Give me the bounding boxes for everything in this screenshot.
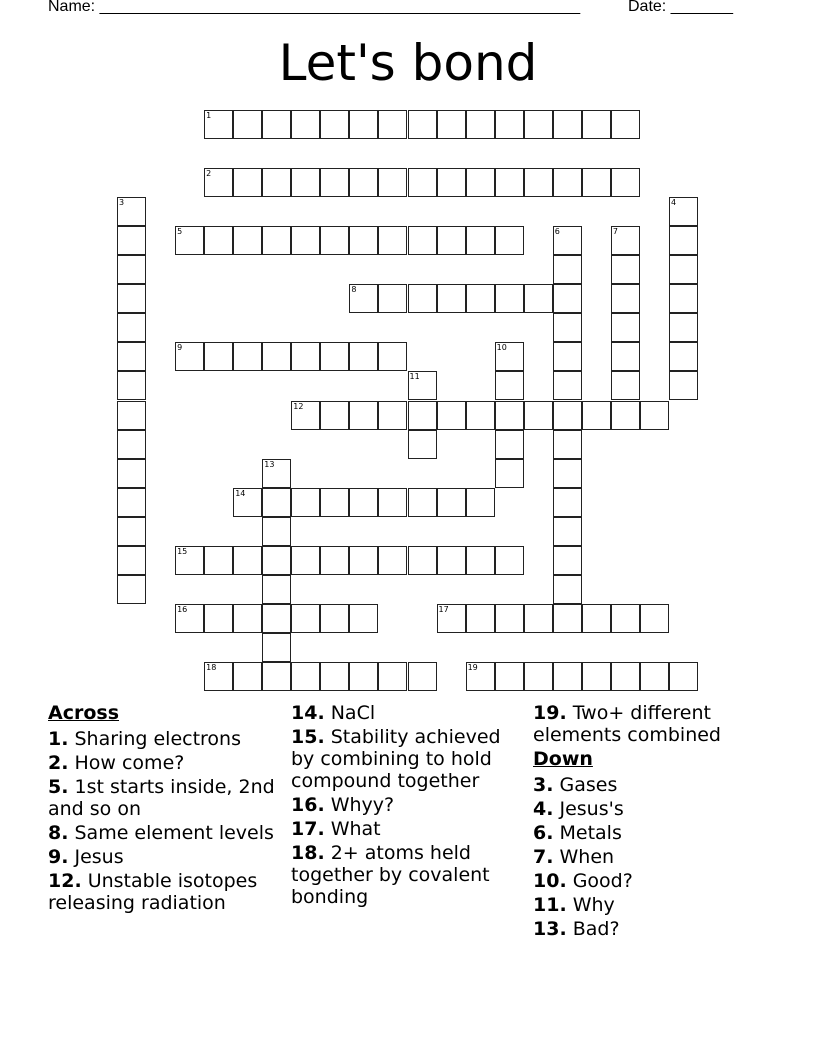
grid-cell[interactable] [611, 168, 640, 197]
grid-cell[interactable] [291, 342, 320, 371]
grid-cell[interactable] [553, 401, 582, 430]
grid-cell[interactable] [553, 517, 582, 546]
grid-cell[interactable] [233, 546, 262, 575]
grid-cell[interactable] [349, 546, 378, 575]
grid-cell[interactable] [378, 168, 407, 197]
grid-cell[interactable] [553, 546, 582, 575]
grid-cell[interactable] [262, 226, 291, 255]
grid-cell[interactable] [291, 168, 320, 197]
grid-cell[interactable] [204, 226, 233, 255]
grid-cell[interactable] [669, 662, 698, 691]
clue-item [533, 846, 773, 868]
grid-cell[interactable] [262, 575, 291, 604]
grid-cell[interactable] [669, 226, 698, 255]
clue-text: What [324, 818, 381, 840]
grid-cell[interactable] [175, 604, 204, 633]
grid-cell[interactable] [117, 430, 146, 459]
grid-cell[interactable] [495, 604, 524, 633]
clue-number-label: 13. [533, 918, 567, 940]
grid-cell[interactable] [495, 226, 524, 255]
clue-number: 4 [670, 198, 677, 208]
grid-cell[interactable] [466, 604, 495, 633]
grid-cell[interactable] [233, 662, 262, 691]
grid-cell[interactable] [611, 226, 640, 255]
grid-cell[interactable] [669, 313, 698, 342]
clue-number: 8 [351, 285, 357, 295]
grid-cell[interactable] [553, 110, 582, 139]
grid-cell[interactable] [320, 662, 349, 691]
grid-cell[interactable] [233, 342, 262, 371]
grid-cell[interactable] [437, 488, 466, 517]
grid-cell[interactable] [553, 430, 582, 459]
grid-cell[interactable] [437, 546, 466, 575]
clue-text: Good? [566, 870, 633, 892]
across-clue-list-continued [291, 702, 523, 908]
grid-cell[interactable] [437, 604, 466, 633]
clue-number-label: 14. [291, 702, 325, 724]
grid-cell[interactable] [524, 110, 553, 139]
grid-cell[interactable] [437, 110, 466, 139]
grid-cell[interactable] [320, 226, 349, 255]
clue-text: When [553, 846, 615, 868]
grid-cell[interactable] [117, 401, 146, 430]
clue-number-label: 15. [291, 726, 325, 748]
grid-cell[interactable] [233, 488, 262, 517]
grid-cell[interactable] [495, 459, 524, 488]
grid-cell[interactable] [524, 401, 553, 430]
clue-text: Metals [553, 822, 622, 844]
grid-cell[interactable] [466, 226, 495, 255]
clue-item [291, 794, 523, 816]
grid-cell[interactable] [495, 110, 524, 139]
grid-cell[interactable] [349, 342, 378, 371]
grid-cell[interactable] [117, 371, 146, 400]
grid-cell[interactable] [466, 546, 495, 575]
grid-cell[interactable] [117, 313, 146, 342]
clue-text: Two+ different elements combined [533, 702, 721, 746]
clue-number-label: 2. [48, 752, 69, 774]
grid-cell[interactable] [117, 226, 146, 255]
grid-cell[interactable] [262, 110, 291, 139]
grid-cell[interactable] [262, 517, 291, 546]
grid-cell[interactable] [320, 110, 349, 139]
grid-cell[interactable] [378, 546, 407, 575]
grid-cell[interactable] [408, 284, 437, 313]
grid-cell[interactable] [640, 662, 669, 691]
clue-item [48, 728, 280, 750]
grid-cell[interactable] [669, 371, 698, 400]
clue-item [533, 798, 773, 820]
grid-cell[interactable] [233, 226, 262, 255]
clues-column-1 [48, 702, 280, 916]
clue-item [291, 726, 523, 792]
grid-cell[interactable] [175, 226, 204, 255]
grid-cell[interactable] [408, 430, 437, 459]
clue-item [48, 752, 280, 774]
grid-cell[interactable] [553, 284, 582, 313]
grid-cell[interactable] [349, 168, 378, 197]
grid-cell[interactable] [524, 168, 553, 197]
grid-cell[interactable] [466, 401, 495, 430]
clue-text: How come? [68, 752, 185, 774]
grid-cell[interactable] [553, 488, 582, 517]
grid-cell[interactable] [495, 168, 524, 197]
clue-number-label: 17. [291, 818, 325, 840]
grid-cell[interactable] [582, 604, 611, 633]
grid-cell[interactable] [349, 401, 378, 430]
grid-cell[interactable] [291, 488, 320, 517]
grid-cell[interactable] [175, 546, 204, 575]
clue-number: 6 [554, 227, 560, 237]
grid-cell[interactable] [553, 342, 582, 371]
grid-cell[interactable] [640, 401, 669, 430]
clue-number: 16 [177, 604, 188, 614]
clue-text: Unstable isotopes releasing radiation [48, 870, 258, 914]
clue-text: Same element levels [68, 822, 274, 844]
grid-cell[interactable] [378, 401, 407, 430]
puzzle-title: Let's bond [278, 34, 538, 92]
clue-number: 5 [177, 227, 183, 237]
clue-text: Why [566, 894, 615, 916]
clue-number-label: 4. [533, 798, 554, 820]
grid-cell[interactable] [669, 255, 698, 284]
grid-cell[interactable] [408, 226, 437, 255]
grid-cell[interactable] [553, 662, 582, 691]
grid-cell[interactable] [582, 662, 611, 691]
clue-number: 7 [612, 227, 618, 237]
grid-cell[interactable] [320, 401, 349, 430]
grid-cell[interactable] [669, 197, 698, 226]
across-heading: Across [48, 702, 120, 724]
grid-cell[interactable] [669, 284, 698, 313]
grid-cell[interactable] [378, 488, 407, 517]
clue-number: 3 [119, 198, 125, 208]
grid-cell[interactable] [291, 546, 320, 575]
clue-number: 15 [177, 546, 188, 556]
grid-cell[interactable] [582, 401, 611, 430]
grid-cell[interactable] [495, 401, 524, 430]
grid-cell[interactable] [117, 284, 146, 313]
clue-text: Whyy? [324, 794, 395, 816]
grid-cell[interactable] [408, 546, 437, 575]
grid-cell[interactable] [611, 255, 640, 284]
clue-number-label: 3. [533, 774, 554, 796]
grid-cell[interactable] [204, 342, 233, 371]
clue-item [291, 842, 523, 908]
name-label: Name: ______________________________________________________ [48, 0, 581, 15]
grid-cell[interactable] [378, 226, 407, 255]
grid-cell[interactable] [553, 168, 582, 197]
clue-number: 12 [293, 401, 304, 411]
grid-cell[interactable] [262, 662, 291, 691]
grid-cell[interactable] [553, 575, 582, 604]
grid-cell[interactable] [408, 401, 437, 430]
grid-cell[interactable] [611, 604, 640, 633]
grid-cell[interactable] [611, 284, 640, 313]
clue-number-label: 5. [48, 776, 69, 798]
grid-cell[interactable] [495, 662, 524, 691]
clue-number-label: 6. [533, 822, 554, 844]
grid-cell[interactable] [349, 488, 378, 517]
grid-cell[interactable] [611, 313, 640, 342]
clues-column-3 [533, 702, 773, 942]
grid-cell[interactable] [669, 342, 698, 371]
grid-cell[interactable] [495, 546, 524, 575]
grid-cell[interactable] [582, 168, 611, 197]
clue-text: 1st starts inside, 2nd and so on [48, 776, 275, 820]
clue-number-label: 8. [48, 822, 69, 844]
clue-item [48, 776, 280, 820]
grid-cell[interactable] [320, 604, 349, 633]
across-clue-list-end [533, 702, 773, 746]
grid-cell[interactable] [117, 488, 146, 517]
grid-cell[interactable] [117, 459, 146, 488]
down-heading: Down [533, 748, 593, 770]
clue-number-label: 7. [533, 846, 554, 868]
clue-text: Sharing electrons [68, 728, 241, 750]
grid-cell[interactable] [204, 168, 233, 197]
grid-cell[interactable] [320, 546, 349, 575]
down-clue-list [533, 774, 773, 940]
grid-cell[interactable] [204, 662, 233, 691]
grid-cell[interactable] [291, 662, 320, 691]
grid-cell[interactable] [320, 488, 349, 517]
grid-cell[interactable] [408, 488, 437, 517]
grid-cell[interactable] [204, 604, 233, 633]
clue-text: Bad? [566, 918, 620, 940]
grid-cell[interactable] [262, 604, 291, 633]
grid-cell[interactable] [611, 342, 640, 371]
grid-cell[interactable] [378, 342, 407, 371]
grid-cell[interactable] [378, 662, 407, 691]
grid-cell[interactable] [553, 255, 582, 284]
grid-cell[interactable] [117, 197, 146, 226]
clue-item [48, 846, 280, 868]
grid-cell[interactable] [611, 371, 640, 400]
grid-cell[interactable] [262, 342, 291, 371]
clue-number: 2 [206, 169, 212, 179]
grid-cell[interactable] [466, 284, 495, 313]
grid-cell[interactable] [524, 284, 553, 313]
grid-cell[interactable] [349, 284, 378, 313]
clue-number: 1 [206, 111, 212, 120]
grid-cell[interactable] [204, 546, 233, 575]
grid-cell[interactable] [466, 110, 495, 139]
clue-number-label: 10. [533, 870, 567, 892]
clue-number: 17 [438, 604, 449, 614]
clue-item [533, 894, 773, 916]
clue-text: Jesus [68, 846, 124, 868]
across-clue-list [48, 728, 280, 914]
grid-cell[interactable] [349, 604, 378, 633]
grid-cell[interactable] [640, 604, 669, 633]
grid-cell[interactable] [291, 110, 320, 139]
grid-cell[interactable] [408, 662, 437, 691]
grid-cell[interactable] [466, 662, 495, 691]
clue-item [533, 822, 773, 844]
grid-cell[interactable] [611, 401, 640, 430]
grid-cell[interactable] [408, 371, 437, 400]
grid-cell[interactable] [553, 226, 582, 255]
clue-number: 13 [264, 459, 275, 469]
grid-cell[interactable] [262, 168, 291, 197]
grid-cell[interactable] [262, 459, 291, 488]
clue-item [533, 774, 773, 796]
grid-cell[interactable] [117, 517, 146, 546]
grid-cell[interactable] [437, 168, 466, 197]
grid-cell[interactable] [349, 110, 378, 139]
clues-column-2 [291, 702, 523, 910]
clue-text: Jesus's [553, 798, 624, 820]
clue-number: 18 [206, 662, 217, 672]
clue-item [48, 870, 280, 914]
grid-cell[interactable] [553, 371, 582, 400]
grid-cell[interactable] [117, 575, 146, 604]
clue-number-label: 1. [48, 728, 69, 750]
grid-cell[interactable] [349, 226, 378, 255]
grid-cell[interactable] [611, 110, 640, 139]
grid-cell[interactable] [262, 546, 291, 575]
grid-cell[interactable] [524, 662, 553, 691]
grid-cell[interactable] [175, 342, 204, 371]
grid-cell[interactable] [117, 255, 146, 284]
grid-cell[interactable] [349, 662, 378, 691]
grid-cell[interactable] [378, 284, 407, 313]
grid-cell[interactable] [553, 313, 582, 342]
grid-cell[interactable] [437, 284, 466, 313]
clue-text: Stability achieved by combining to hold compound together [291, 726, 501, 792]
grid-cell[interactable] [437, 226, 466, 255]
grid-cell[interactable] [495, 284, 524, 313]
grid-cell[interactable] [466, 168, 495, 197]
clue-item [533, 870, 773, 892]
grid-cell[interactable] [378, 110, 407, 139]
grid-cell[interactable] [495, 371, 524, 400]
grid-cell[interactable] [320, 168, 349, 197]
grid-cell[interactable] [553, 459, 582, 488]
grid-cell[interactable] [582, 110, 611, 139]
clue-number: 9 [177, 343, 183, 353]
grid-cell[interactable] [291, 401, 320, 430]
clue-item [533, 918, 773, 940]
clue-item [291, 702, 523, 724]
grid-cell[interactable] [262, 633, 291, 662]
grid-cell[interactable] [437, 401, 466, 430]
clue-number-label: 9. [48, 846, 69, 868]
clue-text: Gases [553, 774, 618, 796]
clue-number-label: 16. [291, 794, 325, 816]
grid-cell[interactable] [320, 342, 349, 371]
grid-cell[interactable] [233, 168, 262, 197]
clue-number-label: 19. [533, 702, 567, 724]
grid-cell[interactable] [524, 604, 553, 633]
clue-item [48, 822, 280, 844]
clue-number: 10 [496, 343, 507, 353]
grid-cell[interactable] [553, 604, 582, 633]
clue-number-label: 12. [48, 870, 82, 892]
date-label: Date: _______ [628, 0, 733, 15]
grid-cell[interactable] [204, 110, 233, 139]
clue-item [533, 702, 773, 746]
grid-cell[interactable] [466, 488, 495, 517]
grid-cell[interactable] [117, 546, 146, 575]
grid-cell[interactable] [291, 604, 320, 633]
grid-cell[interactable] [611, 662, 640, 691]
grid-cell[interactable] [408, 168, 437, 197]
grid-cell[interactable] [291, 226, 320, 255]
grid-cell[interactable] [233, 604, 262, 633]
clue-number: 19 [467, 662, 478, 672]
clue-number: 14 [235, 488, 246, 498]
grid-cell[interactable] [117, 342, 146, 371]
grid-cell[interactable] [233, 110, 262, 139]
grid-cell[interactable] [262, 488, 291, 517]
clue-text: NaCl [324, 702, 376, 724]
clue-item [291, 818, 523, 840]
grid-cell[interactable] [495, 430, 524, 459]
grid-cell[interactable] [408, 110, 437, 139]
clue-text: 2+ atoms held together by covalent bonding [291, 842, 490, 908]
clue-number-label: 11. [533, 894, 567, 916]
clue-number: 11 [409, 372, 420, 382]
clue-number-label: 18. [291, 842, 325, 864]
grid-cell[interactable] [495, 342, 524, 371]
